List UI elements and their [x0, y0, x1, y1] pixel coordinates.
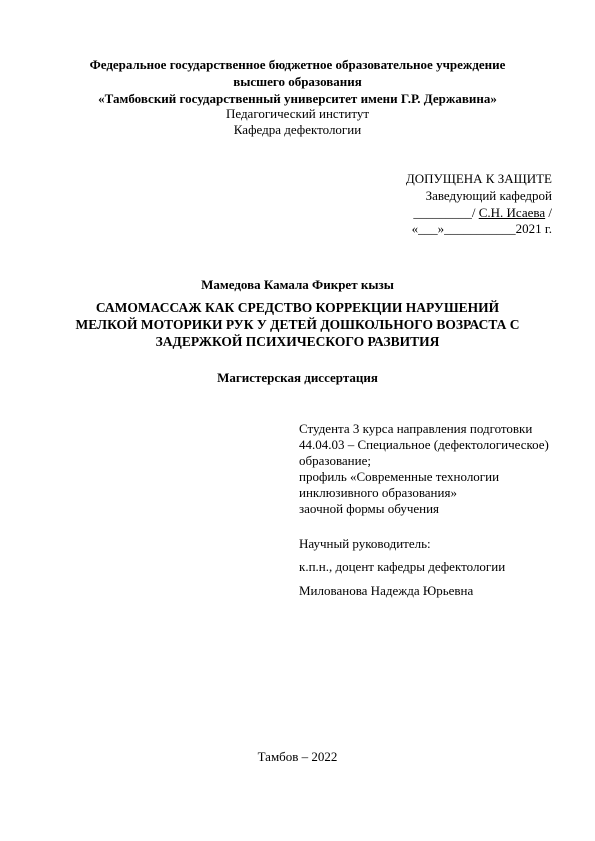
author-name: Мамедова Камала Фикрет кызы — [201, 277, 394, 292]
student-info-line-2: 44.04.03 – Специальное (дефектологическое) — [299, 437, 549, 452]
approval-title: ДОПУЩЕНА К ЗАЩИТЕ — [405, 171, 552, 186]
university-name: «Тамбовский государственный университет имени Г.Р. Державина» — [98, 91, 497, 106]
institution-line-1: Федеральное государственное бюджетное образовательное учреждение — [89, 57, 506, 72]
institution-line-2: высшего образования — [233, 74, 362, 89]
work-type: Магистерская диссертация — [217, 370, 378, 385]
department-name: Кафедра дефектологии — [233, 122, 362, 137]
supervisor-name: Милованова Надежда Юрьевна — [299, 583, 474, 598]
thesis-title-line-1: САМОМАССАЖ КАК СРЕДСТВО КОРРЕКЦИИ НАРУШЕНИЙ — [95, 300, 500, 315]
student-info-line-6: заочной формы обучения — [299, 501, 440, 516]
institute-name: Педагогический институт — [225, 106, 370, 121]
student-info-line-4: профиль «Современные технологии — [299, 469, 500, 484]
city-year: Тамбов – 2022 — [257, 749, 338, 764]
student-info-line-1: Студента 3 курса направления подготовки — [299, 421, 533, 436]
approval-position: Заведующий кафедрой — [425, 188, 552, 203]
thesis-title-line-2: МЕЛКОЙ МОТОРИКИ РУК У ДЕТЕЙ ДОШКОЛЬНОГО ВОЗРАСТА С — [75, 317, 520, 332]
signature-end: / — [548, 205, 552, 220]
thesis-title-line-3: ЗАДЕРЖКОЙ ПСИХИЧЕСКОГО РАЗВИТИЯ — [155, 334, 440, 349]
head-of-department-name: С.Н. Исаева — [478, 205, 546, 220]
approval-signature-line — [413, 205, 552, 220]
approval-date-line: «___»___________2021 г. — [411, 221, 552, 236]
signature-blank: _________/ — [413, 205, 476, 220]
supervisor-label: Научный руководитель: — [299, 536, 431, 551]
student-info-line-3: образование; — [299, 453, 371, 468]
student-info-line-5: инклюзивного образования» — [299, 485, 457, 500]
supervisor-position: к.п.н., доцент кафедры дефектологии — [299, 559, 506, 574]
